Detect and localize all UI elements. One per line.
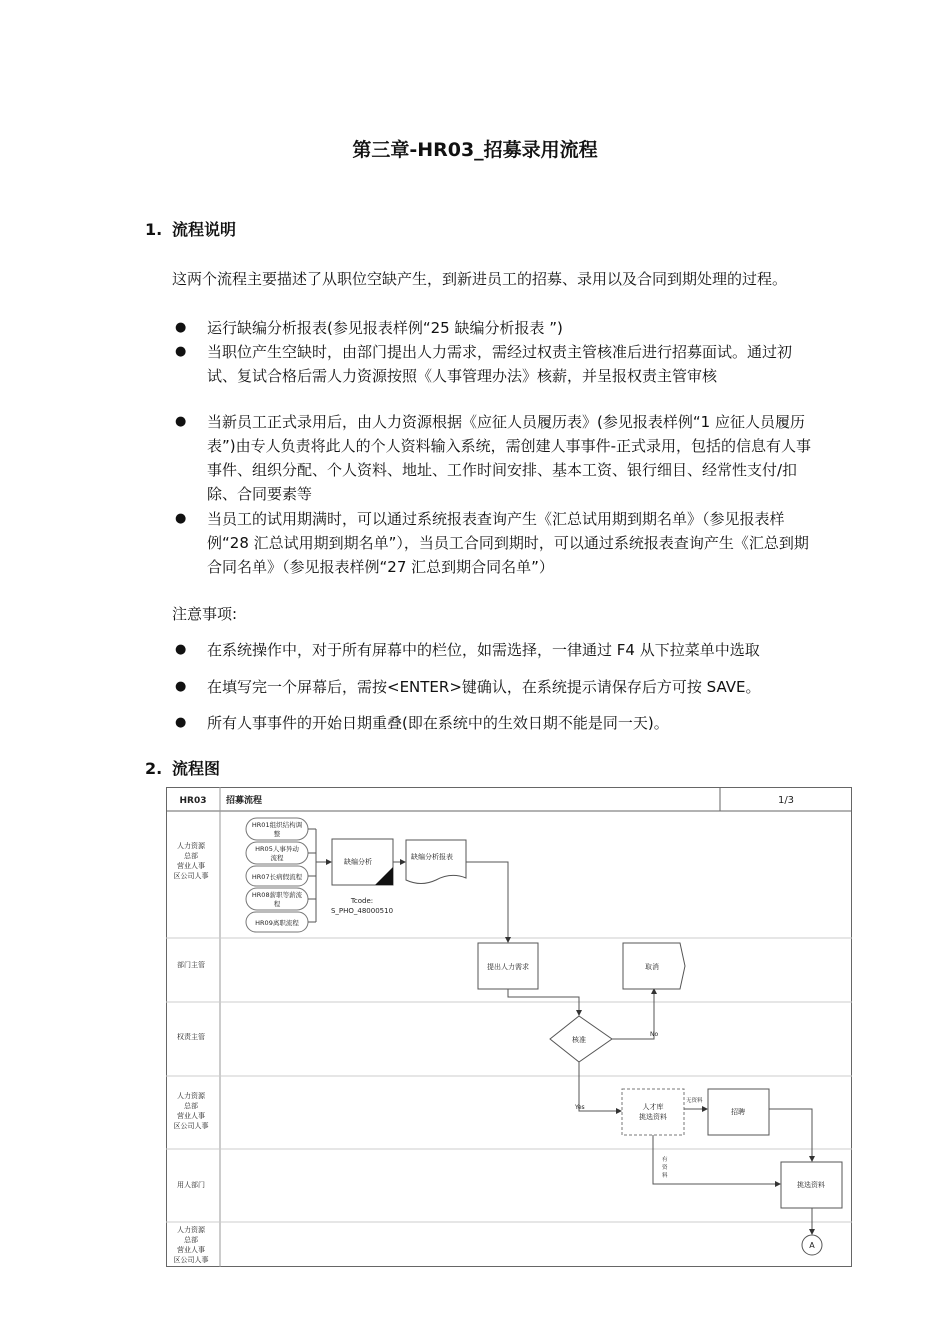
lane-label: 人力资源	[177, 1092, 205, 1100]
section-label: 流程图	[172, 759, 221, 778]
bullet-icon: ●	[175, 715, 187, 730]
input-process-label: HR09离职流程	[255, 919, 299, 927]
edge-label-has-data: 有	[662, 1157, 668, 1163]
bullet-icon: ●	[175, 414, 187, 429]
lane-label: 区公司人事	[173, 1256, 209, 1264]
cancel-label: 取消	[645, 963, 659, 971]
input-process-label: 流程	[270, 854, 284, 862]
note-item	[172, 711, 812, 735]
request-label: 提出人力需求	[487, 963, 529, 971]
bullet-icon: ●	[175, 344, 187, 359]
bullet-item	[172, 507, 812, 579]
note-item	[172, 638, 812, 662]
lane-label: 营业人事	[177, 862, 205, 870]
notes-label: 注意事项:	[172, 605, 238, 623]
bullet-text: 当新员工正式录用后，由人力资源根据《应征人员履历表》(参见报表样例“1 应征人员履历表”)由专人负责将此人的个人资料输入系统，需创建人事事件-正式录用，包括的信息有人事事件、组织分配、个人资料、地址、工作时间安排、基本工资、银行细目、经常性支付/扣除、合同要素等	[207, 413, 812, 503]
lane-label: 总部	[184, 852, 198, 860]
bullet-text: 当员工的试用期满时，可以通过系统报表查询产生《汇总试用期到期名单》（参见报表样例“28 汇总试用期到期名单”），当员工合同到期时，可以通过系统报表查询产生《汇总到期合同名单》（参见报表样例“27 汇总到期合同名单”）	[207, 510, 809, 576]
flow-arrow	[769, 1109, 812, 1161]
flow-arrow	[653, 1135, 780, 1184]
flow-name: 招募流程	[226, 796, 263, 806]
edge-label-has-data: 资	[662, 1165, 668, 1171]
section-number: 2.	[145, 759, 163, 778]
select-label: 挑选资料	[797, 1181, 825, 1189]
approve-label: 核准	[572, 1036, 586, 1044]
bullet-icon: ●	[175, 679, 187, 694]
section-label: 流程说明	[172, 220, 237, 239]
talent-pool-label: 人才库	[642, 1103, 664, 1111]
bullet-icon: ●	[175, 642, 187, 657]
lane-label: 部门主管	[177, 961, 205, 969]
flow-arrow	[612, 989, 654, 1039]
flow-code: HR03	[179, 796, 207, 806]
edge-label-has-data: 料	[662, 1173, 668, 1179]
edge-label-no: No	[650, 1031, 659, 1038]
tcode-value: S_PHO_48000510	[330, 907, 394, 915]
lane-label: 营业人事	[177, 1246, 205, 1254]
flow-arrow	[466, 862, 508, 942]
lane-label: 人力资源	[177, 1226, 205, 1234]
lane-label: 人力资源	[177, 842, 205, 850]
note-text: 在系统操作中，对于所有屏幕中的栏位，如需选择，一律通过 F4 从下拉菜单中选取	[207, 641, 760, 659]
input-process-label: HR01组织结构调	[251, 821, 303, 829]
bullet-item	[172, 410, 812, 506]
lane-label: 区公司人事	[173, 872, 209, 880]
talent-pool-label: 挑选资料	[639, 1113, 667, 1121]
tcode-label: Tcode:	[350, 897, 374, 905]
bullet-icon: ●	[175, 320, 187, 335]
note-item	[172, 675, 812, 699]
flowchart-canvas	[166, 787, 852, 1267]
edge-label-yes: Yes	[575, 1104, 585, 1111]
section-number: 1.	[145, 220, 163, 239]
edge-label-no-data: 无资料	[686, 1098, 703, 1104]
section-heading-2	[145, 756, 220, 779]
note-text: 所有人事事件的开始日期重叠(即在系统中的生效日期不能是同一天)。	[207, 714, 669, 732]
lane-label: 区公司人事	[173, 1122, 209, 1130]
bullet-item	[172, 316, 812, 340]
flow-page: 1/3	[777, 795, 795, 806]
report-label: 缺编分析报表	[411, 853, 453, 861]
page-title: 第三章-HR03_招募录用流程	[352, 139, 598, 161]
lane-label: 用人部门	[177, 1181, 205, 1189]
connector-label: A	[809, 1241, 815, 1250]
lane-label: 总部	[184, 1236, 198, 1244]
input-process-label: HR08薪职等薪流	[251, 891, 303, 899]
section-heading-1	[145, 217, 236, 240]
lane-label: 营业人事	[177, 1112, 205, 1120]
flowchart	[166, 787, 852, 1267]
input-process-label: HR07长病假流程	[251, 873, 303, 881]
bullet-item	[172, 340, 812, 388]
lane-label: 权责主管	[177, 1033, 205, 1041]
bullet-icon: ●	[175, 511, 187, 526]
bullet-text: 当职位产生空缺时，由部门提出人力需求，需经过权责主管核准后进行招募面试。通过初试、复试合格后需人力资源按照《人事管理办法》核薪，并呈报权责主管审核	[207, 343, 793, 385]
input-process-label: HR05人事异动	[255, 845, 299, 853]
note-text: 在填写完一个屏幕后，需按<ENTER>键确认，在系统提示请保存后方可按 SAVE。	[207, 678, 761, 696]
input-process-label: 整	[273, 830, 281, 838]
flow-arrow	[579, 1062, 621, 1111]
talent-pool-node	[622, 1089, 684, 1135]
analysis-label: 缺编分析	[344, 858, 372, 866]
recruit-label: 招聘	[731, 1108, 745, 1116]
report-document-node	[406, 840, 466, 884]
lane-label: 总部	[184, 1102, 198, 1110]
bullet-text: 运行缺编分析报表(参见报表样例“25 缺编分析报表 ”)	[207, 319, 563, 337]
intro-paragraph: 这两个流程主要描述了从职位空缺产生，到新进员工的招募、录用以及合同到期处理的过程。	[172, 270, 788, 288]
input-process-label: 程	[273, 900, 281, 908]
